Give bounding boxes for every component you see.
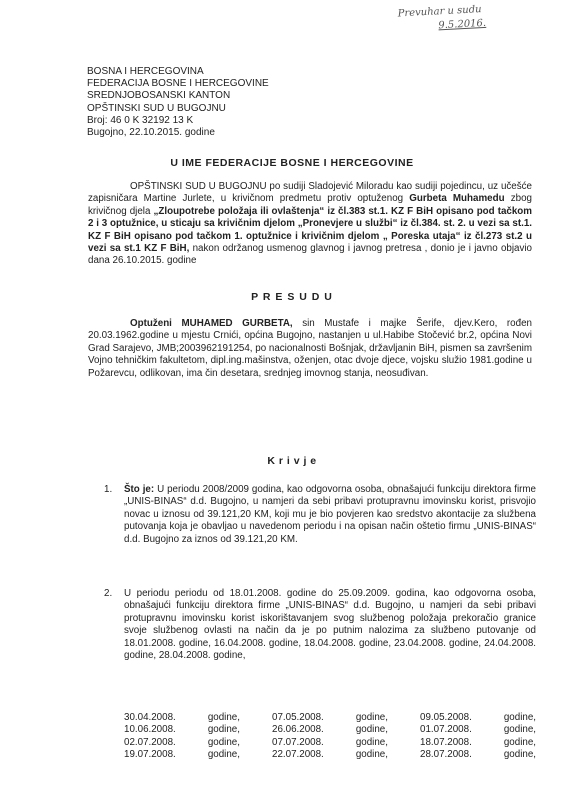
header-line: FEDERACIJA BOSNE I HERCEGOVINE — [87, 78, 269, 90]
date-cell: 28.07.2008. — [420, 749, 472, 761]
date-cell: 02.07.2008. — [124, 736, 176, 748]
document-title: U IME FEDERACIJE BOSNE I HERCEGOVINE — [170, 157, 414, 169]
person-name: MUHAMED GURBETA, — [181, 318, 293, 329]
date-cell: godine, — [355, 736, 388, 748]
item-number: 1. — [104, 484, 113, 495]
date-cell: godine, — [207, 749, 240, 761]
date-cell: 22.07.2008. — [272, 749, 324, 761]
date-cell: godine, — [503, 749, 536, 761]
date-cell: 19.07.2008. — [124, 749, 176, 761]
date-cell: 10.06.2008. — [124, 724, 176, 736]
verdict-title: P R E S U D U — [251, 291, 333, 303]
item-body: U periodu 2008/2009 godina, kao odgovorna osoba, obnašajući funkciju direktora firme „UNIS-BINAS“ d.d. Bugojno, u namjeri da sebi pribavi protupravnu imovinsku korist, prisvojio novac u iznosu od 39.121,20 KM, koji mu je bio povjeren kao sredstvo akontacije za službena putovanja koja je obavljao u navedenom periodu i na opisan način oštetio firmu „UNIS-BINAS“ d.d. Bugojno za iznos od 39.121,20 KM. — [124, 484, 536, 545]
date-cell: 26.06.2008. — [272, 724, 324, 736]
guilty-title: K r i v j e — [267, 455, 317, 467]
date-cell: godine, — [207, 712, 240, 723]
annotation-date: 9.5.2016. — [438, 17, 487, 32]
date-cell: 09.05.2008. — [420, 712, 472, 723]
date-cell: 30.04.2008. — [124, 712, 176, 723]
item-text — [124, 588, 536, 662]
item-text — [124, 484, 536, 546]
accused-name: Gurbeta Muhamedu — [409, 193, 505, 205]
annotation-line-1: Prevuhar u sudu — [397, 4, 482, 20]
court-header — [87, 66, 269, 139]
date-cell: godine, — [355, 749, 388, 761]
date-row — [124, 712, 536, 724]
date-cell: godine, — [207, 736, 240, 748]
date-row — [124, 724, 536, 736]
item-lead: Što je: — [124, 484, 155, 495]
date-cell: 01.07.2008. — [420, 724, 472, 736]
date-row — [124, 737, 536, 749]
header-line: OPŠTINSKI SUD U BUGOJNU — [87, 102, 226, 114]
date-cell: 18.07.2008. — [420, 736, 472, 748]
intro-text: OPŠTINSKI SUD U BUGOJNU po sudiji Sladojević Miloradu kao sudiji pojedincu, uz učešće zapisničara Martine Jurlete, u krivičnom predmetu protiv optuženog — [88, 181, 532, 205]
intro-text: zbog krivičnog djela — [88, 193, 532, 217]
person-lead: Optuženi — [130, 318, 172, 329]
item-body: U periodu periodu od 18.01.2008. godine do 25.09.2009. godina, kao odgovorna osoba, obnašajući funkciju direktora firme „UNIS-BINAS“ d.d. Bugojno, u namjeri da sebi pribavi protupravnu imovinsku korist iskorištavanjem svog službenog položaja prekoračio granice svoje službenog ovlasti na način da je po putnim nalozima za službeno putovanje od 18.01.2008. godine, 16.04.2008. godine, 18.04.2008. godine, 23.04.2008. godine, 24.04.2008. godine, 28.04.2008. godine, — [124, 588, 536, 662]
date-cell: godine, — [503, 724, 536, 736]
date-cell: 07.07.2008. — [272, 736, 324, 748]
header-date: Bugojno, 22.10.2015. godine — [87, 127, 215, 139]
charge-text: „Zloupotrebe položaja ili ovlaštenja“ iz čl.383 st.1. KZ F BiH opisano pod tačkom 2 i 3 optužnice, u sticaju sa krivičnim djelom „Pronevjere u službi“ iz čl.384. st. 2. u vezi sa st.1. KZ F BiH opisano pod tačkom 1. optužnice i krivičnim djelom „ Poreska utaja“ iz čl.273 st.2 u vezi sa st.1 KZ F BiH, — [88, 205, 533, 255]
intro-text: nakon održanog usmenog glavnog i javnog pretresa , donio je i javno objavio dana 26.10.2015. godine — [88, 243, 532, 267]
date-cell: godine, — [503, 736, 536, 748]
person-details: sin Mustafe i majke Šerife, djev.Kero, rođen 20.03.1962.godine u mjestu Crnići, općina Bugojno, nastanjen u ul.Habibe Stočević br.2, općina Novi Grad Sarajevo, JMB;2003962191254, po nacionalnosti Bošnjak, državljanin BiH, pismen sa završenim Vojno tehničkim fakultetom, dipl.ing.mašinstva, oženjen, otac dvoje djece, vojsku služio 1981.godine u Požarevcu, odlikovan, ima čin desetara, srednjeg imovnog stanja, neosuđivan. — [88, 318, 532, 379]
item-number: 2. — [104, 588, 113, 599]
header-line: BOSNA I HERCEGOVINA — [87, 66, 204, 77]
date-cell: 07.05.2008. — [272, 712, 324, 723]
date-cell: godine, — [503, 712, 536, 723]
case-number: Broj: 46 0 K 32192 13 K — [87, 114, 194, 126]
date-cell: godine, — [355, 712, 388, 723]
header-line: SREDNJOBOSANSKI KANTON — [87, 90, 231, 102]
date-row — [124, 749, 536, 761]
date-table — [124, 712, 536, 762]
person-paragraph — [88, 318, 532, 380]
intro-paragraph — [88, 181, 532, 268]
handwritten-annotation — [397, 0, 568, 35]
date-cell: godine, — [355, 724, 388, 736]
date-cell: godine, — [207, 724, 240, 736]
